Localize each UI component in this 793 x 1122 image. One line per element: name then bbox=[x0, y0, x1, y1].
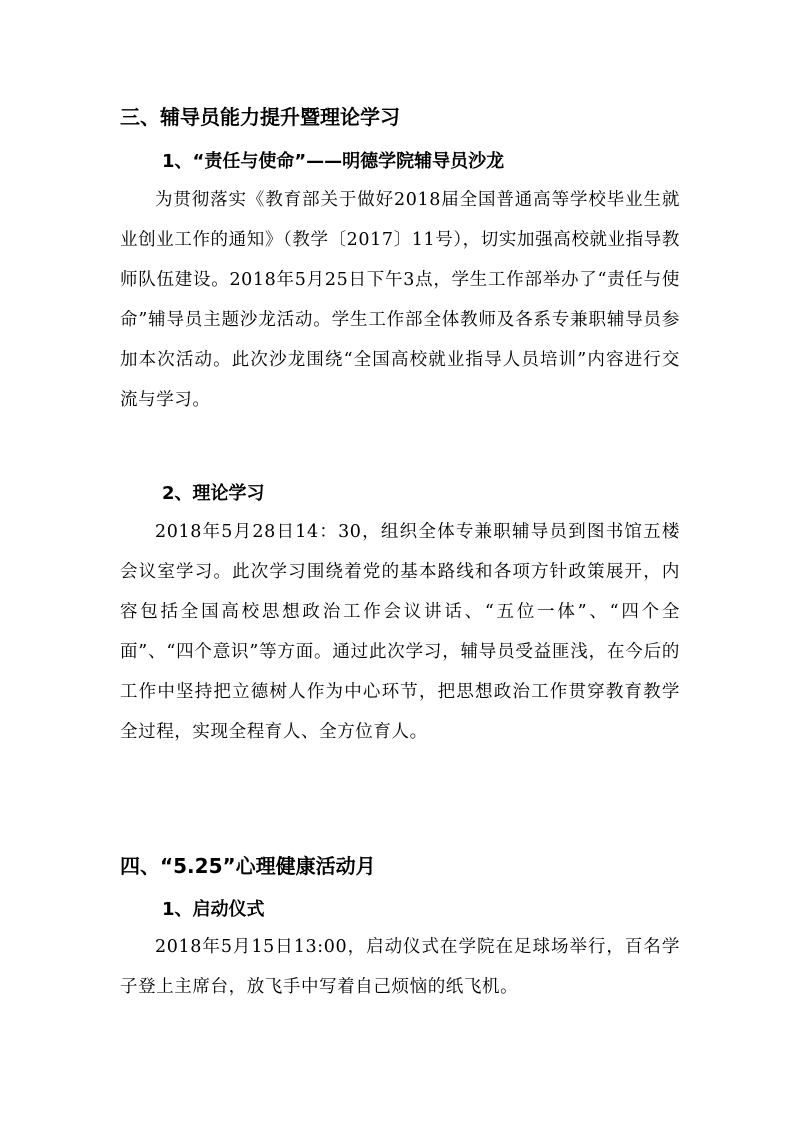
section-heading-counselor-training: 三、辅导员能力提升暨理论学习 bbox=[120, 105, 400, 129]
subsection-heading-launch-ceremony: 1、启动仪式 bbox=[162, 899, 265, 920]
paragraph-counselor-salon: 为贯彻落实《教育部关于做好2018届全国普通高等学校毕业生就业创业工作的通知》（教学〔2017〕11号），切实加强高校就业指导教师队伍建设。2018年5月25日下午3点，学生工作部举办了“责任与使命”辅导员主题沙龙活动。学生工作部全体教师及各系专兼职辅导员参加本次活动。此次沙龙围绕“全国高校就业指导人员培训”内容进行交流与学习。 bbox=[120, 190, 680, 410]
subsection-heading-theory-study: 2、理论学习 bbox=[162, 483, 265, 504]
paragraph-theory-study: 2018年5月28日14：30，组织全体专兼职辅导员到图书馆五楼会议室学习。此次学习围绕着党的基本路线和各项方针政策展开，内容包括全国高校思想政治工作会议讲话、“五位一体”、“四个全面”、“四个意识”等方面。通过此次学习，辅导员受益匪浅，在今后的工作中坚持把立德树人作为中心环节，把思想政治工作贯穿教育教学全过程，实现全程育人、全方位育人。 bbox=[120, 522, 680, 742]
paragraph-launch-ceremony: 2018年5月15日13:00，启动仪式在学院在足球场举行，百名学子登上主席台，放飞手中写着自己烦恼的纸飞机。 bbox=[120, 937, 680, 997]
subsection-heading-counselor-salon: 1、“责任与使命”——明德学院辅导员沙龙 bbox=[162, 151, 505, 172]
section-heading-mental-health-month: 四、“5.25”心理健康活动月 bbox=[120, 854, 376, 878]
